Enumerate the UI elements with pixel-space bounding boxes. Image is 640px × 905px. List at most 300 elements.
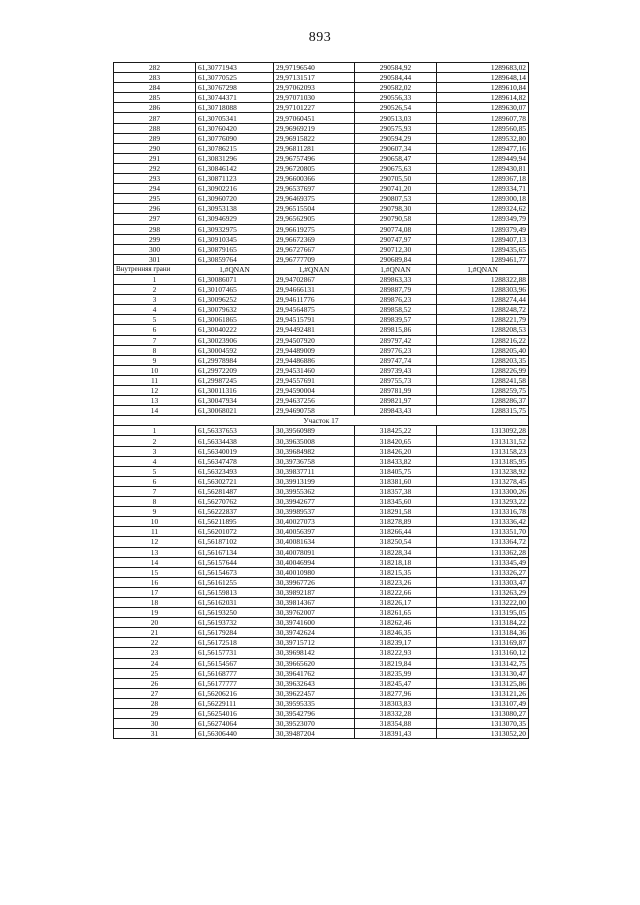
longitude-cell: 30,39741600 (274, 618, 355, 628)
table-row (114, 163, 529, 173)
latitude-cell: 61,30047934 (196, 396, 274, 406)
point-number-cell: 301 (114, 254, 196, 264)
x-coordinate-cell: 318250,54 (355, 537, 437, 547)
table-row (114, 295, 529, 305)
table-row (114, 174, 529, 184)
x-coordinate-cell: 318215,35 (355, 567, 437, 577)
x-coordinate-cell: 318223,26 (355, 577, 437, 587)
y-coordinate-cell: 1313316,78 (437, 507, 529, 517)
x-coordinate-cell: 318345,60 (355, 497, 437, 507)
longitude-cell: 29,96672369 (274, 234, 355, 244)
point-number-cell: 23 (114, 648, 196, 658)
longitude-cell: 29,96469375 (274, 194, 355, 204)
table-row (114, 497, 529, 507)
table-body-part-2 (114, 274, 529, 415)
x-coordinate-cell: 289776,23 (355, 345, 437, 355)
latitude-cell: 61,56157731 (196, 648, 274, 658)
x-coordinate-cell: 289876,23 (355, 295, 437, 305)
point-number-cell: 299 (114, 234, 196, 244)
x-coordinate-cell: 318357,38 (355, 486, 437, 496)
y-coordinate-cell: 1313300,26 (437, 486, 529, 496)
boundary-x-cell: 1,#QNAN (355, 264, 437, 274)
table-body-boundary (114, 264, 529, 274)
y-coordinate-cell: 1289430,81 (437, 163, 529, 173)
point-number-cell: 18 (114, 597, 196, 607)
table-row (114, 608, 529, 618)
x-coordinate-cell: 290594,29 (355, 133, 437, 143)
latitude-cell: 61,30023906 (196, 335, 274, 345)
table-row (114, 113, 529, 123)
latitude-cell: 61,56167134 (196, 547, 274, 557)
point-number-cell: 284 (114, 83, 196, 93)
point-number-cell: 300 (114, 244, 196, 254)
point-number-cell: 11 (114, 375, 196, 385)
point-number-cell: 6 (114, 325, 196, 335)
y-coordinate-cell: 1288303,96 (437, 285, 529, 295)
longitude-cell: 29,94564875 (274, 305, 355, 315)
point-number-cell: 9 (114, 507, 196, 517)
x-coordinate-cell: 318235,99 (355, 668, 437, 678)
point-number-cell: 1 (114, 426, 196, 436)
latitude-cell: 61,30910345 (196, 234, 274, 244)
x-coordinate-cell: 290712,30 (355, 244, 437, 254)
table-row (114, 486, 529, 496)
latitude-cell: 61,56337653 (196, 426, 274, 436)
x-coordinate-cell: 318228,34 (355, 547, 437, 557)
y-coordinate-cell: 1289334,71 (437, 184, 529, 194)
longitude-cell: 29,96515504 (274, 204, 355, 214)
longitude-cell: 29,97071030 (274, 93, 355, 103)
y-coordinate-cell: 1289532,80 (437, 133, 529, 143)
latitude-cell: 61,29978984 (196, 355, 274, 365)
y-coordinate-cell: 1313142,75 (437, 658, 529, 668)
table-row (114, 234, 529, 244)
y-coordinate-cell: 1288221,79 (437, 315, 529, 325)
longitude-cell: 30,39913199 (274, 476, 355, 486)
point-number-cell: 17 (114, 587, 196, 597)
longitude-cell: 29,94557691 (274, 375, 355, 385)
x-coordinate-cell: 318266,44 (355, 527, 437, 537)
y-coordinate-cell: 1313052,20 (437, 729, 529, 739)
latitude-cell: 61,56157644 (196, 557, 274, 567)
table-row (114, 214, 529, 224)
point-number-cell: 13 (114, 396, 196, 406)
latitude-cell: 61,56193250 (196, 608, 274, 618)
point-number-cell: 9 (114, 355, 196, 365)
point-number-cell: 5 (114, 466, 196, 476)
longitude-cell: 29,96757496 (274, 153, 355, 163)
latitude-cell: 61,56281487 (196, 486, 274, 496)
y-coordinate-cell: 1289607,78 (437, 113, 529, 123)
table-row (114, 547, 529, 557)
point-number-cell: 15 (114, 567, 196, 577)
latitude-cell: 61,30011316 (196, 386, 274, 396)
latitude-cell: 61,56201072 (196, 527, 274, 537)
table-row (114, 224, 529, 234)
latitude-cell: 61,56177777 (196, 678, 274, 688)
longitude-cell: 29,94702867 (274, 274, 355, 284)
table-row (114, 527, 529, 537)
latitude-cell: 61,56222837 (196, 507, 274, 517)
y-coordinate-cell: 1313351,70 (437, 527, 529, 537)
y-coordinate-cell: 1313169,87 (437, 638, 529, 648)
table-row (114, 426, 529, 436)
y-coordinate-cell: 1289435,65 (437, 244, 529, 254)
point-number-cell: 24 (114, 658, 196, 668)
y-coordinate-cell: 1288226,99 (437, 365, 529, 375)
table-row (114, 396, 529, 406)
x-coordinate-cell: 290689,84 (355, 254, 437, 264)
table-row (114, 93, 529, 103)
latitude-cell: 61,56211895 (196, 517, 274, 527)
point-number-cell: 292 (114, 163, 196, 173)
x-coordinate-cell: 290526,54 (355, 103, 437, 113)
boundary-y-cell: 1,#QNAN (437, 264, 529, 274)
y-coordinate-cell: 1313195,05 (437, 608, 529, 618)
x-coordinate-cell: 289839,57 (355, 315, 437, 325)
table-row (114, 123, 529, 133)
latitude-cell: 61,30859764 (196, 254, 274, 264)
y-coordinate-cell: 1288203,35 (437, 355, 529, 365)
table-row (114, 375, 529, 385)
latitude-cell: 61,30040222 (196, 325, 274, 335)
point-number-cell: 285 (114, 93, 196, 103)
latitude-cell: 61,56323493 (196, 466, 274, 476)
point-number-cell: 5 (114, 315, 196, 325)
longitude-cell: 29,96537697 (274, 184, 355, 194)
point-number-cell: 2 (114, 285, 196, 295)
table-row (114, 244, 529, 254)
longitude-cell: 30,40081634 (274, 537, 355, 547)
x-coordinate-cell: 290741,20 (355, 184, 437, 194)
x-coordinate-cell: 290747,97 (355, 234, 437, 244)
x-coordinate-cell: 290513,03 (355, 113, 437, 123)
table-row (114, 325, 529, 335)
point-number-cell: 16 (114, 577, 196, 587)
latitude-cell: 61,56159813 (196, 587, 274, 597)
point-number-cell: 8 (114, 345, 196, 355)
table-row (114, 184, 529, 194)
y-coordinate-cell: 1289300,18 (437, 194, 529, 204)
y-coordinate-cell: 1313293,22 (437, 497, 529, 507)
boundary-label-cell: Внутренняя грани (114, 264, 196, 274)
longitude-cell: 30,39742624 (274, 628, 355, 638)
y-coordinate-cell: 1289349,79 (437, 214, 529, 224)
x-coordinate-cell: 318262,46 (355, 618, 437, 628)
longitude-cell: 30,39635008 (274, 436, 355, 446)
section-title-row (114, 416, 529, 426)
y-coordinate-cell: 1313364,72 (437, 537, 529, 547)
y-coordinate-cell: 1313184,22 (437, 618, 529, 628)
latitude-cell: 61,56172518 (196, 638, 274, 648)
latitude-cell: 61,30705341 (196, 113, 274, 123)
latitude-cell: 61,30086071 (196, 274, 274, 284)
longitude-cell: 29,96727667 (274, 244, 355, 254)
table-row (114, 678, 529, 688)
point-number-cell: 31 (114, 729, 196, 739)
point-number-cell: 287 (114, 113, 196, 123)
point-number-cell: 4 (114, 456, 196, 466)
table-row (114, 446, 529, 456)
latitude-cell: 61,30960720 (196, 194, 274, 204)
x-coordinate-cell: 290807,53 (355, 194, 437, 204)
longitude-cell: 30,39715712 (274, 638, 355, 648)
point-number-cell: 26 (114, 678, 196, 688)
table-row (114, 628, 529, 638)
table-row (114, 315, 529, 325)
x-coordinate-cell: 318391,43 (355, 729, 437, 739)
latitude-cell: 61,56229111 (196, 698, 274, 708)
longitude-cell: 30,39641762 (274, 668, 355, 678)
latitude-cell: 61,56340019 (196, 446, 274, 456)
longitude-cell: 30,39837711 (274, 466, 355, 476)
longitude-cell: 29,94486886 (274, 355, 355, 365)
point-number-cell: 12 (114, 386, 196, 396)
y-coordinate-cell: 1313158,23 (437, 446, 529, 456)
longitude-cell: 29,94590004 (274, 386, 355, 396)
y-coordinate-cell: 1289683,02 (437, 63, 529, 73)
longitude-cell: 29,96562905 (274, 214, 355, 224)
y-coordinate-cell: 1313130,47 (437, 668, 529, 678)
table-row (114, 133, 529, 143)
longitude-cell: 29,94507920 (274, 335, 355, 345)
table-row (114, 688, 529, 698)
table-row (114, 83, 529, 93)
table-row (114, 143, 529, 153)
longitude-cell: 30,39736758 (274, 456, 355, 466)
longitude-cell: 30,39698142 (274, 648, 355, 658)
x-coordinate-cell: 290607,34 (355, 143, 437, 153)
y-coordinate-cell: 1313070,35 (437, 719, 529, 729)
point-number-cell: 4 (114, 305, 196, 315)
table-row (114, 63, 529, 73)
latitude-cell: 61,30068021 (196, 406, 274, 416)
point-number-cell: 28 (114, 698, 196, 708)
y-coordinate-cell: 1313080,27 (437, 709, 529, 719)
table-body-part-3 (114, 426, 529, 739)
x-coordinate-cell: 290774,08 (355, 224, 437, 234)
point-number-cell: 12 (114, 537, 196, 547)
x-coordinate-cell: 289863,33 (355, 274, 437, 284)
longitude-cell: 29,94515791 (274, 315, 355, 325)
x-coordinate-cell: 290584,44 (355, 73, 437, 83)
table-row (114, 386, 529, 396)
latitude-cell: 61,30786215 (196, 143, 274, 153)
y-coordinate-cell: 1289610,84 (437, 83, 529, 93)
x-coordinate-cell: 290790,58 (355, 214, 437, 224)
longitude-cell: 29,94489009 (274, 345, 355, 355)
point-number-cell: 295 (114, 194, 196, 204)
latitude-cell: 61,30953138 (196, 204, 274, 214)
latitude-cell: 61,56306440 (196, 729, 274, 739)
x-coordinate-cell: 318291,58 (355, 507, 437, 517)
x-coordinate-cell: 318425,22 (355, 426, 437, 436)
x-coordinate-cell: 290582,02 (355, 83, 437, 93)
table-row (114, 345, 529, 355)
longitude-cell: 30,40046994 (274, 557, 355, 567)
latitude-cell: 61,56179284 (196, 628, 274, 638)
x-coordinate-cell: 290575,93 (355, 123, 437, 133)
latitude-cell: 61,56187102 (196, 537, 274, 547)
x-coordinate-cell: 289815,86 (355, 325, 437, 335)
y-coordinate-cell: 1313185,95 (437, 456, 529, 466)
table-body-part-1 (114, 63, 529, 265)
table-row (114, 577, 529, 587)
table-row (114, 507, 529, 517)
table-row (114, 587, 529, 597)
longitude-cell: 29,94492481 (274, 325, 355, 335)
x-coordinate-cell: 318381,60 (355, 476, 437, 486)
y-coordinate-cell: 1288205,40 (437, 345, 529, 355)
latitude-cell: 61,30932975 (196, 224, 274, 234)
latitude-cell: 61,30846142 (196, 163, 274, 173)
y-coordinate-cell: 1313278,45 (437, 476, 529, 486)
table-row (114, 194, 529, 204)
table-row (114, 153, 529, 163)
table-row (114, 355, 529, 365)
y-coordinate-cell: 1288259,75 (437, 386, 529, 396)
point-number-cell: 14 (114, 406, 196, 416)
longitude-cell: 30,39632643 (274, 678, 355, 688)
table-row (114, 668, 529, 678)
point-number-cell: 6 (114, 476, 196, 486)
longitude-cell: 30,40078091 (274, 547, 355, 557)
point-number-cell: 7 (114, 486, 196, 496)
longitude-cell: 29,97196540 (274, 63, 355, 73)
point-number-cell: 1 (114, 274, 196, 284)
y-coordinate-cell: 1313184,36 (437, 628, 529, 638)
table-row (114, 557, 529, 567)
table-row (114, 456, 529, 466)
y-coordinate-cell: 1313263,29 (437, 587, 529, 597)
x-coordinate-cell: 290705,50 (355, 174, 437, 184)
latitude-cell: 61,56274064 (196, 719, 274, 729)
point-number-cell: 3 (114, 295, 196, 305)
x-coordinate-cell: 318246,35 (355, 628, 437, 638)
x-coordinate-cell: 290658,47 (355, 153, 437, 163)
latitude-cell: 61,30879165 (196, 244, 274, 254)
longitude-cell: 29,97060451 (274, 113, 355, 123)
longitude-cell: 30,39762007 (274, 608, 355, 618)
longitude-cell: 30,40010980 (274, 567, 355, 577)
table-row (114, 537, 529, 547)
longitude-cell: 30,39942677 (274, 497, 355, 507)
latitude-cell: 61,30061865 (196, 315, 274, 325)
latitude-cell: 61,29987245 (196, 375, 274, 385)
point-number-cell: 290 (114, 143, 196, 153)
longitude-cell: 30,40027073 (274, 517, 355, 527)
latitude-cell: 61,56347478 (196, 456, 274, 466)
latitude-cell: 61,56254016 (196, 709, 274, 719)
table-body-section (114, 416, 529, 426)
latitude-cell: 61,30767298 (196, 83, 274, 93)
longitude-cell: 29,96969219 (274, 123, 355, 133)
longitude-cell: 29,96600366 (274, 174, 355, 184)
longitude-cell: 29,97101227 (274, 103, 355, 113)
point-number-cell: 14 (114, 557, 196, 567)
latitude-cell: 61,30004592 (196, 345, 274, 355)
latitude-cell: 61,30902216 (196, 184, 274, 194)
table-row (114, 254, 529, 264)
point-number-cell: 30 (114, 719, 196, 729)
longitude-cell: 29,96915822 (274, 133, 355, 143)
x-coordinate-cell: 318261,65 (355, 608, 437, 618)
table-row (114, 103, 529, 113)
point-number-cell: 289 (114, 133, 196, 143)
latitude-cell: 61,30776090 (196, 133, 274, 143)
y-coordinate-cell: 1289648,14 (437, 73, 529, 83)
longitude-cell: 29,96720805 (274, 163, 355, 173)
point-number-cell: 297 (114, 214, 196, 224)
point-number-cell: 288 (114, 123, 196, 133)
longitude-cell: 29,97131517 (274, 73, 355, 83)
page-number: 893 (308, 30, 332, 45)
x-coordinate-cell: 289797,42 (355, 335, 437, 345)
y-coordinate-cell: 1313326,27 (437, 567, 529, 577)
x-coordinate-cell: 289755,73 (355, 375, 437, 385)
latitude-cell: 61,30107465 (196, 285, 274, 295)
table-row (114, 406, 529, 416)
table-row (114, 729, 529, 739)
longitude-cell: 30,39665620 (274, 658, 355, 668)
boundary-row (114, 264, 529, 274)
point-number-cell: 296 (114, 204, 196, 214)
x-coordinate-cell: 318332,28 (355, 709, 437, 719)
y-coordinate-cell: 1289477,16 (437, 143, 529, 153)
point-number-cell: 291 (114, 153, 196, 163)
latitude-cell: 61,56334438 (196, 436, 274, 446)
table-row (114, 436, 529, 446)
table-row (114, 698, 529, 708)
latitude-cell: 61,30831296 (196, 153, 274, 163)
longitude-cell: 30,39487204 (274, 729, 355, 739)
y-coordinate-cell: 1288322,88 (437, 274, 529, 284)
point-number-cell: 25 (114, 668, 196, 678)
longitude-cell: 30,39595335 (274, 698, 355, 708)
point-number-cell: 293 (114, 174, 196, 184)
longitude-cell: 30,39955362 (274, 486, 355, 496)
table-row (114, 618, 529, 628)
latitude-cell: 61,30946929 (196, 214, 274, 224)
x-coordinate-cell: 318245,47 (355, 678, 437, 688)
x-coordinate-cell: 290675,63 (355, 163, 437, 173)
point-number-cell: 3 (114, 446, 196, 456)
x-coordinate-cell: 289781,99 (355, 386, 437, 396)
table-row (114, 335, 529, 345)
point-number-cell: 283 (114, 73, 196, 83)
table-row (114, 517, 529, 527)
x-coordinate-cell: 289858,52 (355, 305, 437, 315)
longitude-cell: 29,94531460 (274, 365, 355, 375)
latitude-cell: 61,56162031 (196, 597, 274, 607)
y-coordinate-cell: 1288248,72 (437, 305, 529, 315)
point-number-cell: 22 (114, 638, 196, 648)
y-coordinate-cell: 1289614,82 (437, 93, 529, 103)
x-coordinate-cell: 318278,89 (355, 517, 437, 527)
point-number-cell: 8 (114, 497, 196, 507)
y-coordinate-cell: 1289560,85 (437, 123, 529, 133)
x-coordinate-cell: 318222,93 (355, 648, 437, 658)
x-coordinate-cell: 318354,88 (355, 719, 437, 729)
latitude-cell: 61,56168777 (196, 668, 274, 678)
latitude-cell: 61,30079632 (196, 305, 274, 315)
point-number-cell: 13 (114, 547, 196, 557)
longitude-cell: 30,40056397 (274, 527, 355, 537)
point-number-cell: 282 (114, 63, 196, 73)
x-coordinate-cell: 290556,33 (355, 93, 437, 103)
latitude-cell: 61,56161255 (196, 577, 274, 587)
x-coordinate-cell: 290584,92 (355, 63, 437, 73)
